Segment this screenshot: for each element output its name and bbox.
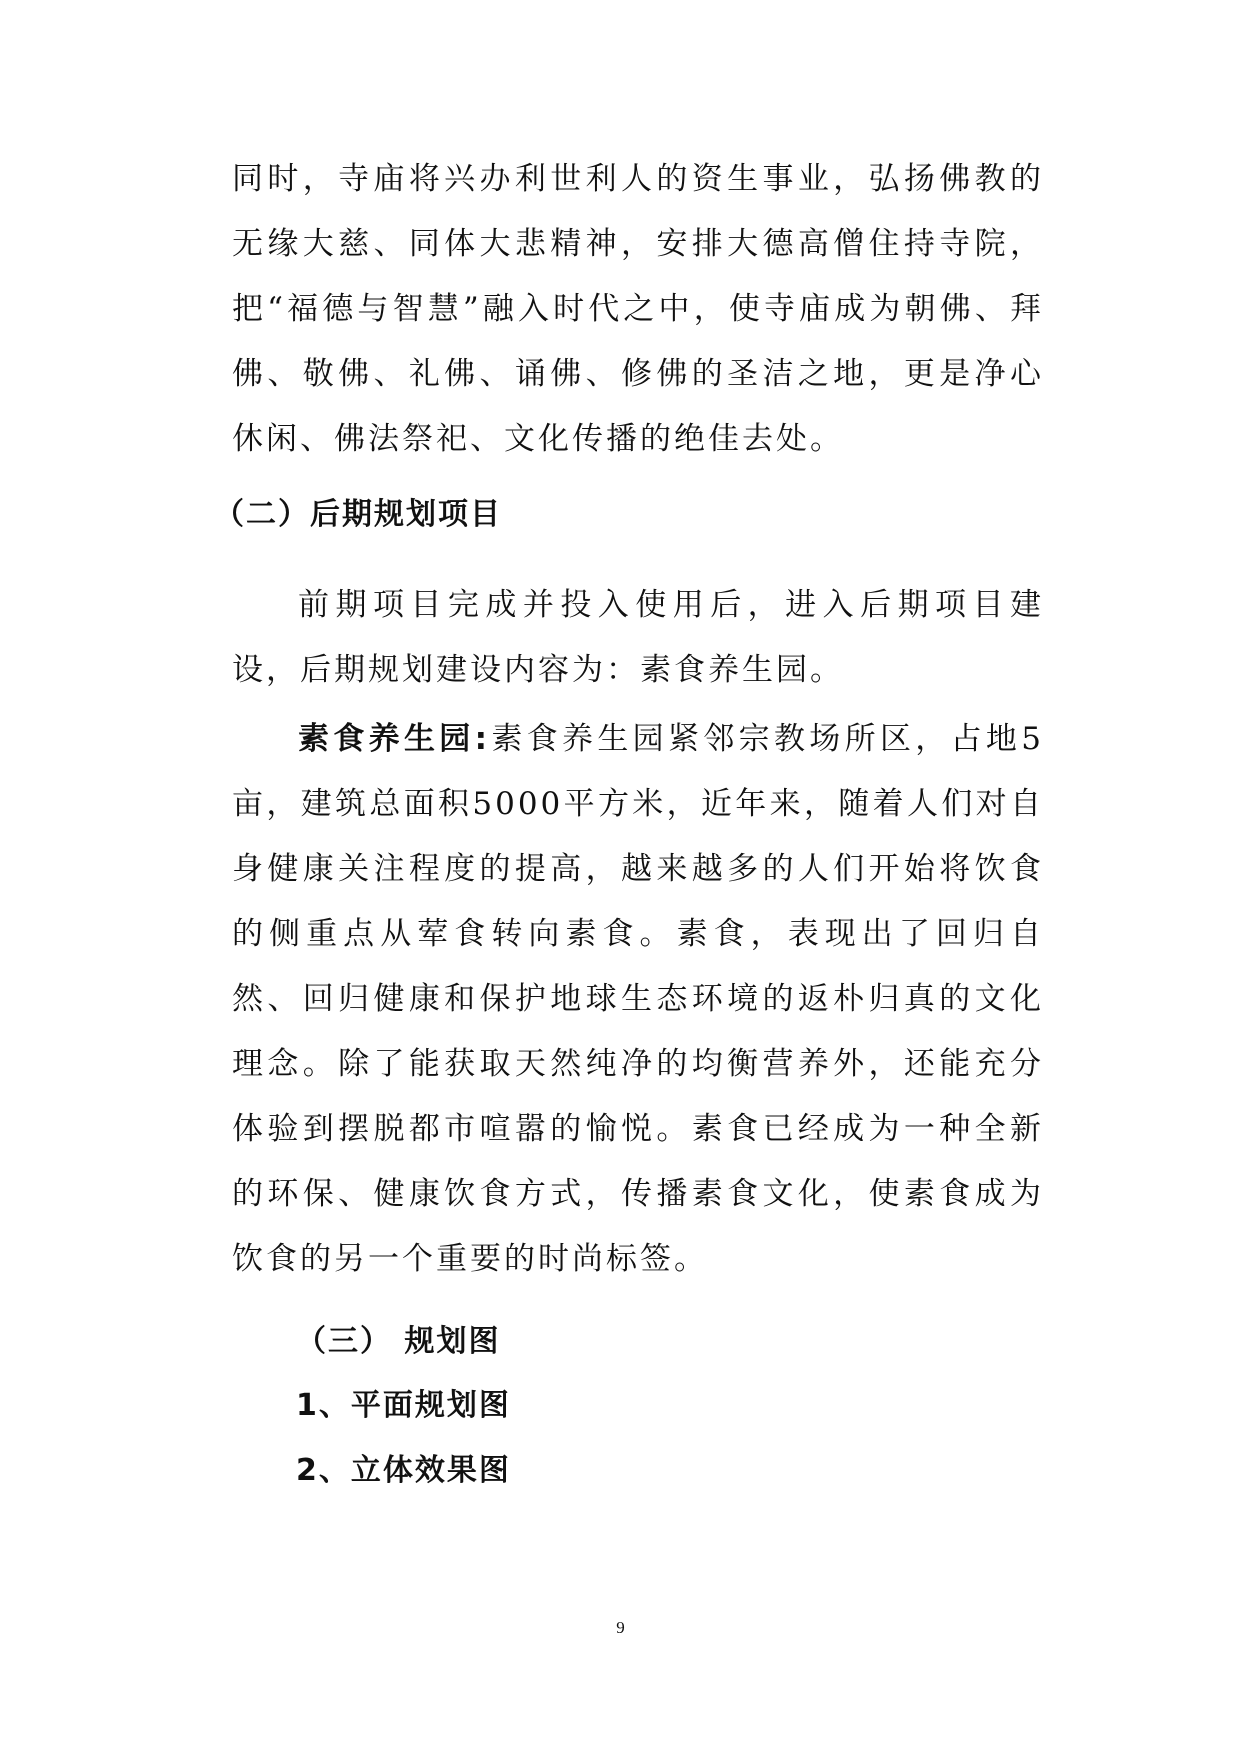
page-number: 9 — [616, 1618, 625, 1637]
vegetarian-garden-text: 素食养生园紧邻宗教场所区，占地5亩，建筑总面积5000平方米，近年来，随着人们对自身健康关注程度的提高，越来越多的人们开始将饮食的侧重点从荤食转向素食。素食，表现出了回归自然、回归健康和保护地球生态环境的返朴归真的文化理念。除了能获取天然纯净的均衡营养外，还能充分体验到摆脱都市喧嚣的愉悦。素食已经成为一种全新的环保、健康饮食方式，传播素食文化，使素食成为饮食的另一个重要的时尚标签。 — [232, 721, 1044, 1277]
list-item-floor-plan: 1、平面规划图 — [296, 1388, 511, 1423]
section-heading-plan-drawings: （三） 规划图 — [296, 1324, 501, 1359]
body-paragraph-later-intro: 前期项目完成并投入使用后，进入后期项目建设，后期规划建设内容为：素食养生园。 — [232, 587, 1044, 688]
section-heading-later-planning: （二）后期规划项目 — [214, 497, 502, 532]
vegetarian-garden-lead: 素食养生园: — [298, 721, 491, 757]
body-paragraph-vegetarian-garden — [232, 707, 1044, 1292]
body-paragraph-temple: 同时，寺庙将兴办利世利人的资生事业，弘扬佛教的无缘大慈、同体大悲精神，安排大德高僧住持寺院，把“福德与智慧”融入时代之中，使寺庙成为朝佛、拜佛、敬佛、礼佛、诵佛、修佛的圣洁之地，更是净心休闲、佛法祭祀、文化传播的绝佳去处。 — [232, 161, 1044, 457]
list-item-3d-rendering: 2、立体效果图 — [296, 1453, 511, 1488]
